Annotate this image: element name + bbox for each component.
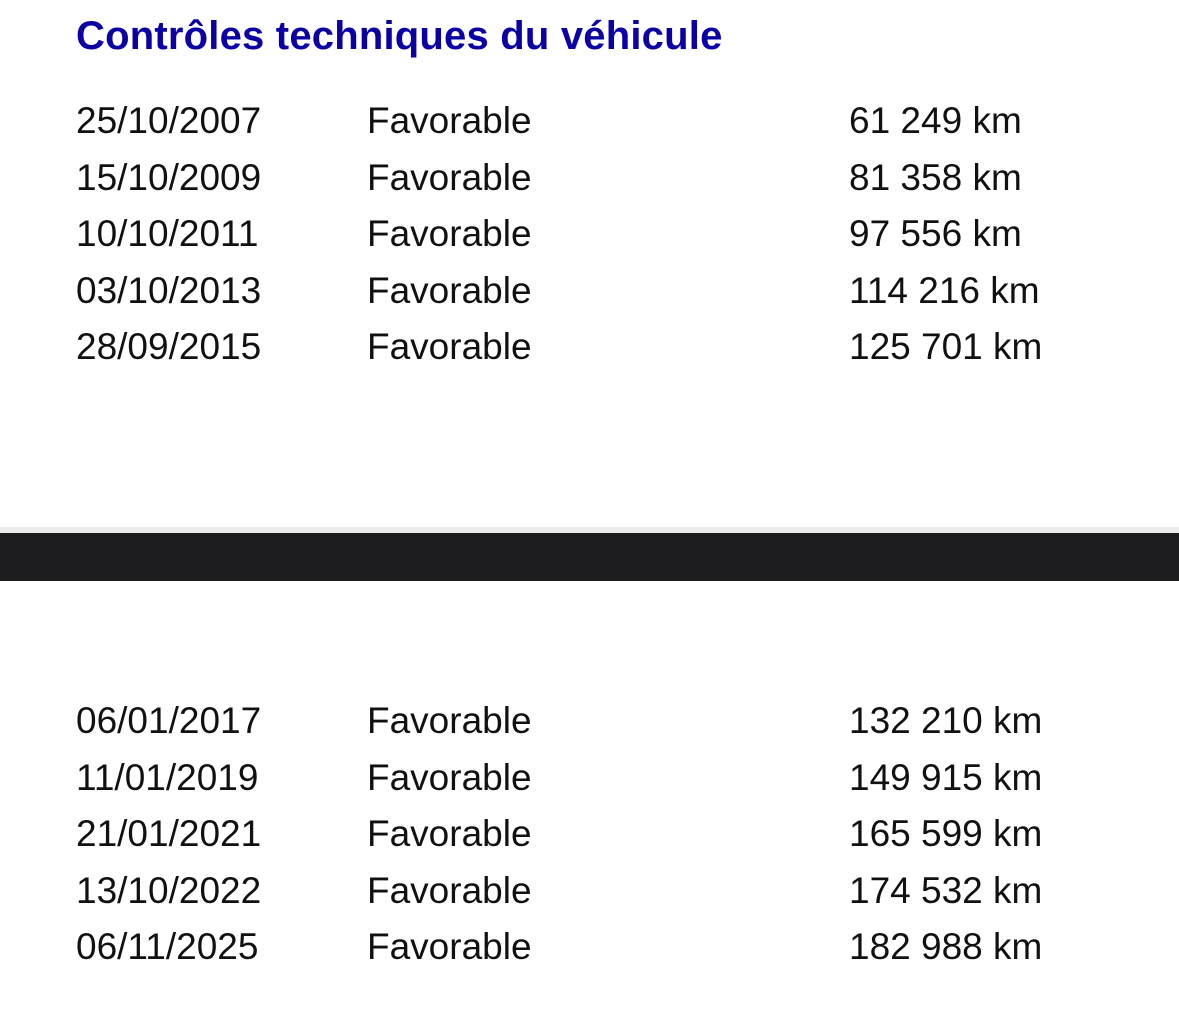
- inspection-result: Favorable: [367, 156, 532, 198]
- inspection-date: 28/09/2015: [76, 326, 262, 367]
- inspection-result: Favorable: [367, 756, 532, 798]
- inspection-date: 06/11/2025: [76, 926, 259, 967]
- inspection-list-bottom: [0, 693, 1179, 976]
- inspection-result: Favorable: [367, 700, 532, 741]
- inspection-row: [0, 693, 1179, 750]
- inspection-mileage: 165 599 km: [849, 813, 1043, 854]
- inspection-row: [0, 263, 1179, 320]
- inspection-result: Favorable: [367, 100, 532, 141]
- inspection-row: [0, 319, 1179, 376]
- inspection-row: [0, 750, 1179, 807]
- inspection-row: [0, 206, 1179, 263]
- inspection-date: 15/10/2009: [76, 156, 262, 198]
- inspection-mileage: 114 216 km: [849, 269, 1040, 311]
- inspection-date: 06/01/2017: [76, 700, 262, 741]
- inspection-mileage: 149 915 km: [849, 756, 1043, 798]
- inspection-mileage: 61 249 km: [849, 100, 1022, 141]
- inspection-result: Favorable: [367, 269, 532, 311]
- inspection-result: Favorable: [367, 813, 532, 854]
- inspection-row: [0, 150, 1179, 207]
- inspection-list-top: [0, 93, 1179, 376]
- inspection-mileage: 97 556 km: [849, 213, 1022, 254]
- inspection-mileage: 132 210 km: [849, 700, 1043, 741]
- inspection-result: Favorable: [367, 869, 532, 911]
- inspection-date: 21/01/2021: [76, 813, 262, 854]
- inspection-row: [0, 806, 1179, 863]
- inspection-date: 25/10/2007: [76, 100, 262, 141]
- inspection-date: 03/10/2013: [76, 269, 262, 311]
- inspection-row: [0, 919, 1179, 976]
- inspection-mileage: 81 358 km: [849, 156, 1022, 198]
- divider-bar: [0, 533, 1179, 581]
- inspection-mileage: 125 701 km: [849, 326, 1043, 367]
- inspection-result: Favorable: [367, 213, 532, 254]
- inspection-result: Favorable: [367, 326, 532, 367]
- inspection-date: 11/01/2019: [76, 756, 259, 798]
- inspection-date: 13/10/2022: [76, 869, 262, 911]
- inspection-row: [0, 863, 1179, 920]
- page-title: Contrôles techniques du véhicule: [76, 14, 723, 58]
- inspection-mileage: 174 532 km: [849, 869, 1043, 911]
- inspection-date: 10/10/2011: [76, 213, 259, 254]
- inspection-row: [0, 93, 1179, 150]
- inspection-mileage: 182 988 km: [849, 926, 1043, 967]
- inspection-result: Favorable: [367, 926, 532, 967]
